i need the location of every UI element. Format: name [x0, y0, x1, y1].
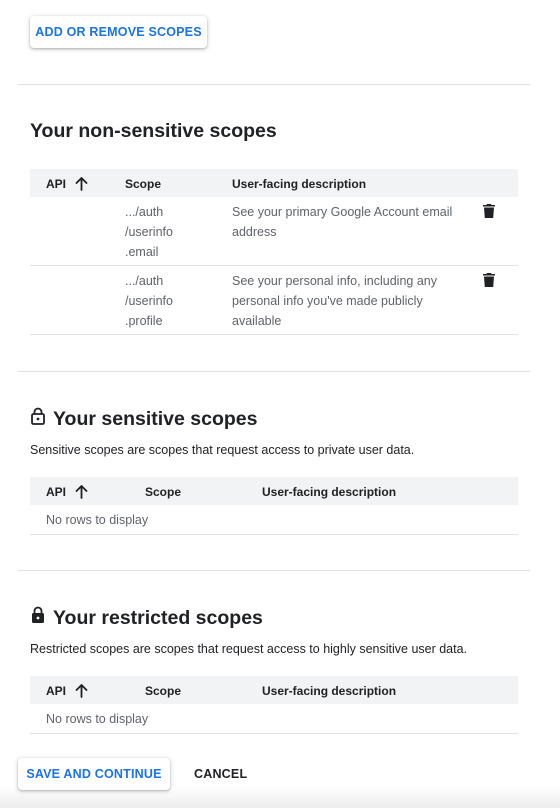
bottom-shadow	[0, 786, 560, 808]
restricted-table-header	[30, 676, 518, 704]
cancel-label: CANCEL	[194, 767, 248, 781]
sensitive-table-header	[30, 477, 518, 505]
arrow-upward-icon[interactable]	[75, 485, 88, 502]
sensitive-title: Your sensitive scopes	[30, 407, 257, 431]
scope-cell: .../auth /userinfo .email	[125, 205, 173, 259]
divider	[18, 570, 530, 571]
column-scope: Scope	[125, 177, 162, 191]
arrow-upward-icon[interactable]	[75, 684, 88, 701]
column-api[interactable]: API	[46, 684, 67, 698]
non-sensitive-title: Your non-sensitive scopes	[30, 120, 277, 142]
divider	[18, 84, 530, 85]
column-scope: Scope	[145, 485, 182, 499]
lock-filled-icon	[30, 606, 53, 630]
add-remove-scopes-button[interactable]	[30, 16, 207, 48]
add-remove-scopes-label: ADD OR REMOVE SCOPES	[35, 25, 202, 39]
save-and-continue-label: SAVE AND CONTINUE	[26, 767, 162, 781]
scope-cell: .../auth /userinfo .profile	[125, 274, 173, 328]
column-description: User-facing description	[262, 485, 397, 499]
column-api[interactable]: API	[46, 177, 67, 191]
description-cell: See your personal info, including any personal info you've made publicly available	[232, 274, 437, 328]
column-scope: Scope	[145, 684, 182, 698]
lock-outline-icon	[30, 407, 53, 431]
divider	[18, 371, 530, 372]
arrow-upward-icon[interactable]	[75, 177, 88, 194]
column-api[interactable]: API	[46, 485, 67, 499]
table-row	[30, 197, 518, 266]
table-row	[30, 266, 518, 335]
empty-row	[30, 505, 518, 535]
empty-text: No rows to display	[46, 712, 149, 726]
restricted-description: Restricted scopes are scopes that request access to highly sensitive user data.	[30, 642, 468, 656]
restricted-title: Your restricted scopes	[30, 606, 263, 630]
non-sensitive-table-header	[30, 169, 518, 197]
sensitive-description: Sensitive scopes are scopes that request access to private user data.	[30, 443, 415, 457]
column-description: User-facing description	[262, 684, 397, 698]
trash-icon[interactable]	[483, 204, 495, 224]
trash-icon[interactable]	[483, 273, 495, 293]
empty-row	[30, 704, 518, 734]
description-cell: See your primary Google Account email address	[232, 205, 453, 239]
empty-text: No rows to display	[46, 513, 149, 527]
column-description: User-facing description	[232, 177, 367, 191]
